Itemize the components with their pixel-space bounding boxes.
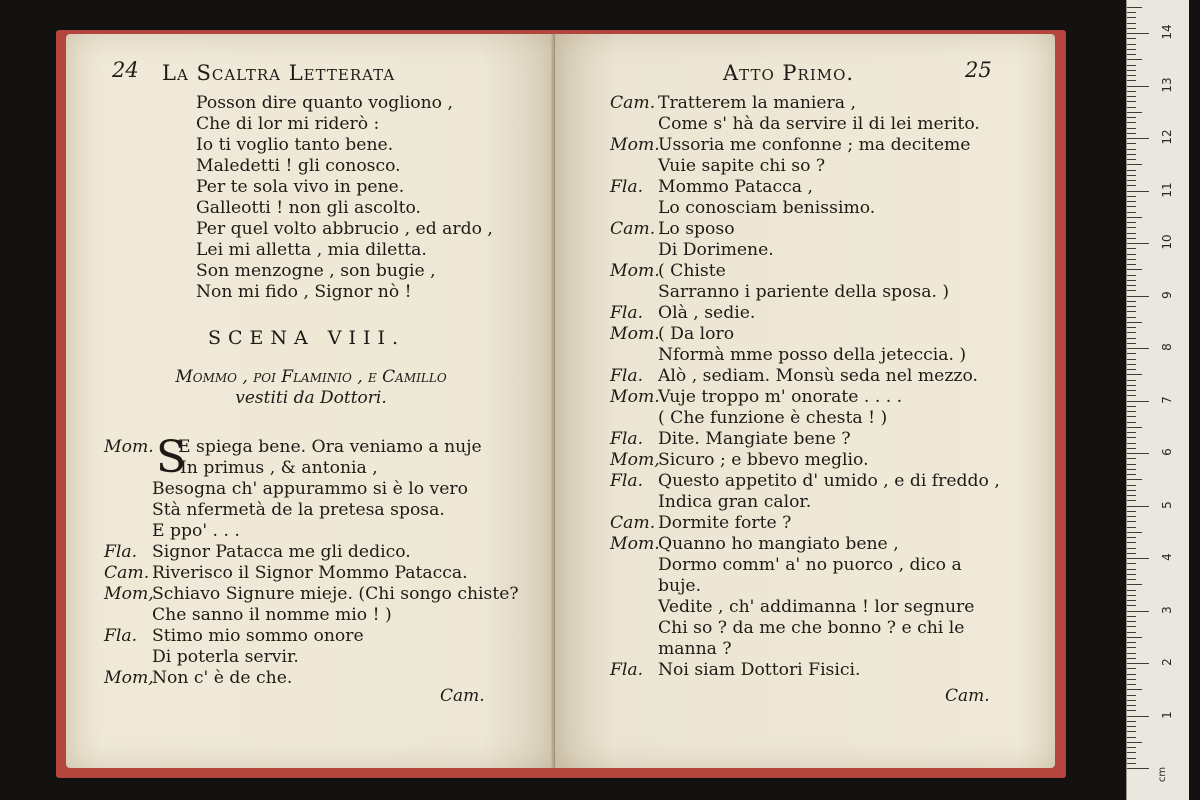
speaker-label: Mom. [610,387,660,407]
ruler-tick [1127,70,1136,71]
dialogue-line [610,261,1000,282]
ruler-tick [1127,679,1136,680]
speaker-label: Mom. [610,534,660,554]
ruler-tick [1127,185,1136,186]
speaker-label: Mom, [610,450,660,470]
speaker-label: Fla. [610,303,644,323]
ruler-tick [1127,516,1136,517]
dialogue-line [610,618,1000,639]
ruler-tick [1127,322,1142,323]
speaker-label: Cam. [104,563,150,583]
ruler-tick [1127,385,1136,386]
speaker-label: Mom. [610,324,660,344]
scene-heading: SCENA VIII. [208,327,406,349]
dialogue-line [104,647,519,668]
ruler-tick [1127,689,1142,690]
dialogue-line [610,492,1000,513]
ruler-tick [1127,80,1136,81]
ruler-tick [1127,742,1142,743]
line-text: ( Che funzione è chesta ! ) [658,408,888,428]
dialogue-line [610,198,1000,219]
right-running-title: Atto Primo. [723,61,855,85]
line-text: Lo sposo [658,219,735,239]
ruler-tick [1127,674,1136,675]
ruler-tick [1127,432,1136,433]
ruler-tick [1127,96,1136,97]
ruler-number: 1 [1160,710,1174,719]
ruler-tick [1127,437,1136,438]
ruler-number: 10 [1160,234,1174,250]
line-text: Sicuro ; e bbevo meglio. [658,450,869,470]
ruler-tick [1127,395,1136,396]
speaker-label: Cam. [610,93,656,113]
dialogue-line [610,93,1000,114]
ruler-tick [1127,17,1136,18]
ruler-tick [1127,458,1136,459]
line-text: Dite. Mangiate bene ? [658,429,851,449]
opening-verse [196,93,493,303]
line-text: E ppo' . . . [152,521,240,541]
ruler-tick [1127,427,1142,428]
ruler-tick [1127,275,1136,276]
ruler-tick [1127,332,1136,333]
line-text: Stà nfermetà de la pretesa sposa. [152,500,445,520]
dialogue-line [610,429,1000,450]
ruler-tick [1127,406,1136,407]
ruler-tick [1127,490,1136,491]
dialogue-line [104,542,519,563]
dialogue-block [610,93,1000,681]
ruler-tick [1127,637,1142,638]
dialogue-line [104,563,519,584]
dialogue-line [104,479,519,500]
ruler-tick [1127,684,1136,685]
ruler-number: 11 [1160,181,1174,198]
ruler-tick [1127,448,1136,449]
line-text: Dormite forte ? [658,513,792,533]
ruler-tick [1127,259,1136,260]
dialogue-line [104,500,519,521]
dialogue-line [610,324,1000,345]
ruler-tick [1127,12,1136,13]
cast-line: vestiti da Dottori. [235,388,387,408]
ruler-tick [1127,44,1136,45]
ruler-tick [1127,154,1136,155]
ruler-tick [1127,401,1149,402]
dialogue-line [610,534,1000,555]
verse-line: Per te sola vivo in pene. [196,177,405,197]
cast-line: Mommo , poi Flaminio , e Camillo [175,367,447,387]
ruler-tick [1127,128,1136,129]
ruler-tick [1127,59,1142,60]
ruler-tick [1127,301,1136,302]
ruler-tick [1127,143,1136,144]
speaker-label: Mom. [610,135,660,155]
line-text: Tratterem la maniera , [658,93,856,113]
ruler-number: 7 [1160,395,1174,404]
ruler-tick [1127,175,1136,176]
ruler-tick [1127,584,1142,585]
verse-line: Io ti voglio tanto bene. [196,135,394,155]
ruler-tick [1127,758,1136,759]
line-text: Vedite , ch' addimanna ! lor segnure [658,597,975,617]
ruler-tick [1127,479,1142,480]
ruler-tick [1127,285,1136,286]
ruler-tick [1127,180,1136,181]
line-text: ( Da loro [658,324,735,344]
dialogue-line [104,626,519,647]
ruler-tick [1127,348,1149,349]
cast-list [106,367,516,409]
ruler-tick [1127,201,1136,202]
ruler-tick [1127,721,1136,722]
line-text: buje. [658,576,702,596]
dialogue-line [610,135,1000,156]
ruler-tick [1127,616,1136,617]
ruler-tick [1127,569,1136,570]
dialogue-line [610,597,1000,618]
ruler-tick [1127,91,1136,92]
ruler-tick [1127,474,1136,475]
ruler-number: 4 [1160,553,1174,561]
ruler-tick [1127,668,1136,669]
ruler-tick [1127,600,1136,601]
ruler-tick [1127,222,1136,223]
ruler-tick [1127,500,1136,501]
dialogue-line [610,240,1000,261]
ruler-tick [1127,595,1136,596]
speaker-label: Fla. [610,429,644,449]
ruler-tick [1127,33,1149,34]
ruler-tick [1127,353,1136,354]
ruler-tick [1127,747,1136,748]
ruler-tick [1127,611,1149,612]
line-text: Olà , sedie. [658,303,756,323]
dialogue-line [610,366,1000,387]
ruler-tick [1127,280,1136,281]
ruler-tick [1127,101,1136,102]
ruler-tick [1127,75,1136,76]
ruler-tick [1127,212,1136,213]
ruler-tick [1127,527,1136,528]
ruler-tick [1127,464,1136,465]
ruler-tick [1127,238,1136,239]
line-text: Indica gran calor. [658,492,812,512]
ruler-tick [1127,443,1136,444]
ruler-tick [1127,632,1136,633]
ruler-tick [1127,264,1136,265]
ruler-tick [1127,380,1136,381]
dialogue-line [610,513,1000,534]
line-text: Che sanno il nomme mio ! ) [152,605,392,625]
ruler-number: 9 [1160,290,1174,299]
line-text: Nformà mme posso della jeteccia. ) [658,345,967,365]
ruler-tick [1127,469,1136,470]
ruler-tick [1127,7,1142,8]
ruler-tick [1127,726,1136,727]
ruler-tick [1127,296,1149,297]
dialogue-line [610,471,1000,492]
ruler-tick [1127,579,1136,580]
ruler-tick [1127,233,1136,234]
ruler-tick [1127,164,1142,165]
dialogue-line [610,660,1000,681]
ruler-tick [1127,752,1136,753]
speaker-label: Mom. [104,437,154,457]
ruler-tick [1127,206,1136,207]
ruler-tick [1127,532,1142,533]
ruler-tick [1127,626,1136,627]
right-page-number: 25 [965,58,992,82]
ruler-number: 12 [1160,129,1174,145]
ruler-tick [1127,737,1136,738]
ruler-tick [1127,65,1136,66]
line-text: Di poterla servir. [152,647,299,667]
line-text: Stimo mio sommo onore [152,626,364,646]
line-text: Sarranno i pariente della sposa. ) [658,282,950,302]
speaker-label: Fla. [610,177,644,197]
ruler-tick [1127,170,1136,171]
dialogue-line [610,576,1000,597]
verse-line: Posson dire quanto vogliono , [196,93,453,113]
ruler-tick [1127,23,1136,24]
ruler-tick [1127,506,1149,507]
ruler-tick [1127,28,1136,29]
dialogue-line [610,450,1000,471]
line-text: Di Dorimene. [658,240,774,260]
ruler-tick [1127,658,1136,659]
line-text: Signor Patacca me gli dedico. [152,542,411,562]
ruler-tick [1127,642,1136,643]
ruler-number: 13 [1160,76,1174,93]
ruler-tick [1127,290,1136,291]
ruler-tick [1127,364,1136,365]
dialogue-line [104,605,519,626]
ruler-tick [1127,563,1136,564]
ruler-tick [1127,653,1136,654]
ruler-tick [1127,548,1136,549]
ruler-number: 5 [1160,500,1174,509]
ruler-tick [1127,159,1136,160]
dialogue-line [610,219,1000,240]
ruler-tick [1127,133,1136,134]
ruler-tick [1127,227,1136,228]
ruler-tick [1127,731,1136,732]
ruler-tick [1127,495,1136,496]
ruler-tick [1127,605,1136,606]
ruler-tick [1127,317,1136,318]
speaker-label: Fla. [104,542,138,562]
ruler-tick [1127,138,1149,139]
ruler-tick [1127,590,1136,591]
dialogue-line [610,114,1000,135]
dialogue-line [610,639,1000,660]
ruler-tick [1127,663,1149,664]
ruler-tick [1127,574,1136,575]
dialogue-line [610,387,1000,408]
measuring-ruler [1126,0,1189,800]
dialogue-line [610,555,1000,576]
left-page-number: 24 [112,58,139,82]
dialogue-line [104,584,519,605]
ruler-tick [1127,217,1142,218]
dialogue-block [104,432,519,689]
ruler-tick [1127,716,1149,717]
ruler-tick [1127,453,1149,454]
ruler-tick [1127,647,1136,648]
ruler-tick [1127,374,1142,375]
ruler-number: 3 [1160,605,1174,614]
line-text: E spiega bene. Ora veniamo a nuje [178,437,482,457]
ruler-number: 14 [1160,24,1174,40]
line-text: Non c' è de che. [152,668,293,688]
ruler-tick [1127,621,1136,622]
speaker-label: Fla. [610,366,644,386]
dialogue-line [610,408,1000,429]
ruler-tick [1127,700,1136,701]
speaker-label: Fla. [610,471,644,491]
line-text: In primus , & antonia , [180,458,378,478]
speaker-label: Cam. [610,219,656,239]
verse-line: Non mi fido , Signor nò ! [196,282,412,302]
ruler-tick [1127,558,1149,559]
line-text: Vuie sapite chi so ? [658,156,826,176]
line-text: Chi so ? da me che bonno ? e chi le [658,618,965,638]
verse-line: Per quel volto abbrucio , ed ardo , [196,219,493,239]
ruler-tick [1127,768,1149,769]
line-text: Riverisco il Signor Mommo Patacca. [152,563,468,583]
dialogue-line [610,177,1000,198]
dialogue-line [104,458,519,479]
dialogue-line [610,303,1000,324]
line-text: Ussoria me confonne ; ma deciteme [658,135,971,155]
verse-line: Lei mi alletta , mia diletta. [196,240,427,260]
line-text: Quanno ho mangiato bene , [658,534,899,554]
ruler-tick [1127,49,1136,50]
ruler-tick [1127,485,1136,486]
dialogue-line [104,437,519,458]
ruler-tick [1127,390,1136,391]
ruler-tick [1127,553,1136,554]
speaker-label: Mom. [610,261,660,281]
ruler-tick [1127,311,1136,312]
speaker-label: Cam. [610,513,656,533]
ruler-tick [1127,306,1136,307]
ruler-tick [1127,107,1136,108]
ruler-tick [1127,343,1136,344]
ruler-tick [1127,254,1136,255]
verse-line: Son menzogne , son bugie , [196,261,436,281]
speaker-label: Mom, [104,584,154,604]
ruler-tick [1127,542,1136,543]
line-text: Besogna ch' appurammo si è lo vero [152,479,468,499]
ruler-tick [1127,710,1136,711]
ruler-tick [1127,416,1136,417]
line-text: manna ? [658,639,732,659]
verse-line: Maledetti ! gli conosco. [196,156,401,176]
ruler-tick [1127,338,1136,339]
ruler-tick [1127,369,1136,370]
line-text: Questo appetito d' umido , e di freddo , [658,471,1000,491]
ruler-tick [1127,705,1136,706]
catchword: Cam. [440,686,485,706]
dialogue-line [104,521,519,542]
verse-line: Che di lor mi riderò : [196,114,380,134]
line-text: Noi siam Dottori Fisici. [658,660,861,680]
ruler-tick [1127,191,1149,192]
dialogue-line [610,282,1000,303]
drop-cap: S [156,432,187,483]
ruler-tick [1127,248,1136,249]
ruler-tick [1127,521,1136,522]
ruler-number: 6 [1160,448,1174,456]
ruler-tick [1127,359,1136,360]
ruler-tick [1127,38,1136,39]
line-text: Vuje troppo m' onorate . . . . [658,387,903,407]
line-text: Alò , sediam. Monsù seda nel mezzo. [658,366,978,386]
line-text: Lo conosciam benissimo. [658,198,876,218]
line-text: Come s' hà da servire il di lei merito. [658,114,980,134]
dialogue-line [610,345,1000,366]
ruler-tick [1127,112,1142,113]
ruler-tick [1127,243,1149,244]
ruler-number: 8 [1160,343,1174,351]
line-text: Schiavo Signure mieje. (Chi songo chiste? [152,584,519,604]
ruler-tick [1127,86,1149,87]
line-text: Mommo Patacca , [658,177,813,197]
right-page [555,34,1055,768]
left-running-title: La Scaltra Letterata [162,61,396,85]
ruler-tick [1127,763,1136,764]
ruler-tick [1127,149,1136,150]
speaker-label: Fla. [104,626,138,646]
ruler-tick [1127,511,1136,512]
ruler-tick [1127,54,1136,55]
line-text: ( Chiste [658,261,726,281]
left-page [66,34,555,768]
ruler-number: 2 [1160,658,1174,666]
line-text: Dormo comm' a' no puorco , dico a [658,555,962,575]
ruler-tick [1127,196,1136,197]
speaker-label: Mom, [104,668,154,688]
ruler-tick [1127,695,1136,696]
dialogue-line [610,156,1000,177]
verse-line: Galleotti ! non gli ascolto. [196,198,421,218]
ruler-tick [1127,117,1136,118]
ruler-tick [1127,422,1136,423]
ruler-tick [1127,327,1136,328]
ruler-tick [1127,122,1136,123]
ruler-tick [1127,411,1136,412]
ruler-tick [1127,269,1142,270]
ruler-tick [1127,537,1136,538]
ruler-unit-label: cm [1157,766,1169,783]
catchword: Cam. [945,686,990,706]
speaker-label: Fla. [610,660,644,680]
